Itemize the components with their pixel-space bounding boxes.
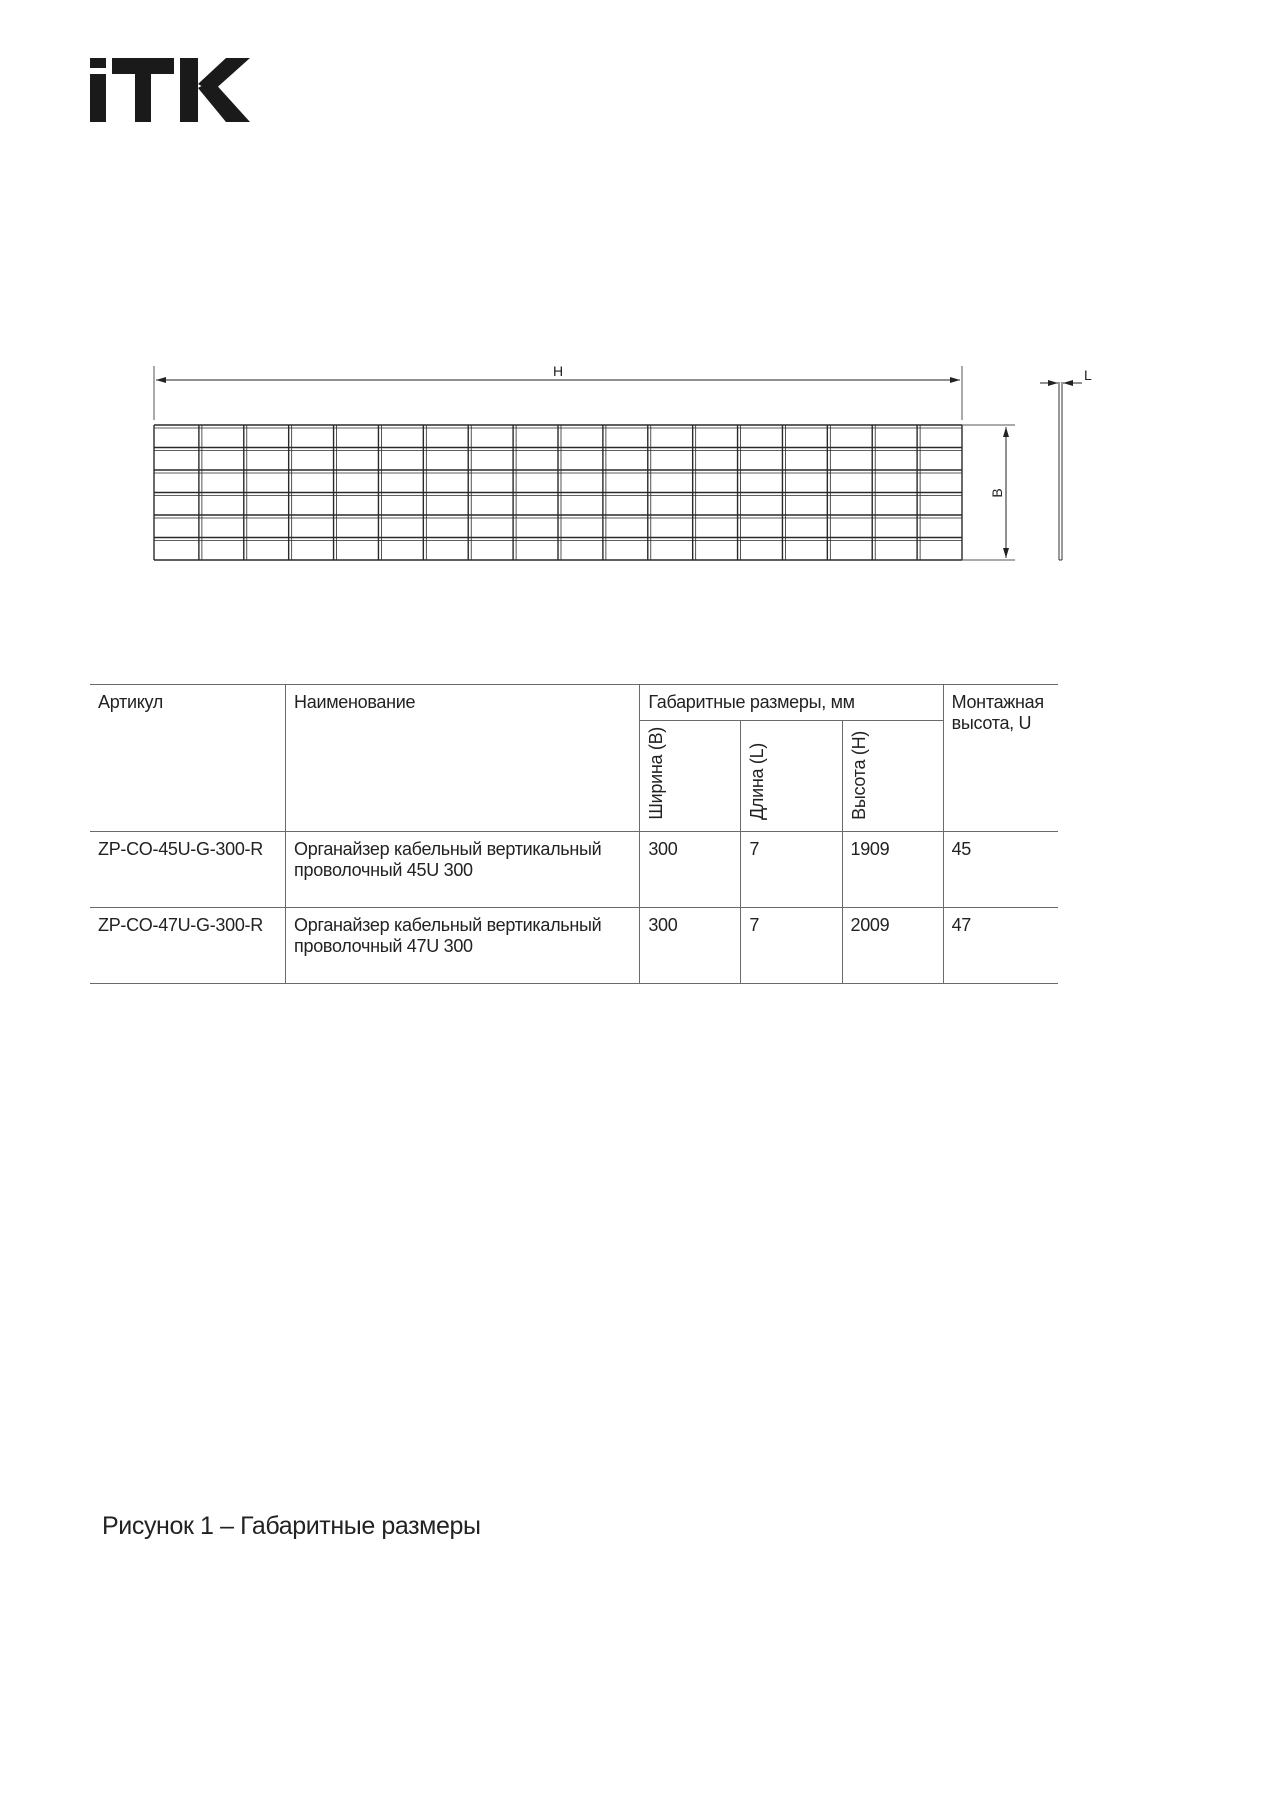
- table-row: [90, 907, 1058, 983]
- table-row: [90, 831, 1058, 907]
- cell-mount: 47: [943, 907, 1058, 983]
- itk-logo: [90, 58, 250, 122]
- cell-length: 7: [741, 907, 842, 983]
- header-height: Высота (H): [848, 730, 869, 820]
- cell-height: 1909: [842, 831, 943, 907]
- cell-article: ZP-CO-45U-G-300-R: [90, 831, 286, 907]
- cell-name: Органайзер кабельный вертикальный проволочный 47U 300: [286, 907, 640, 983]
- dimension-drawing: [0, 360, 1280, 580]
- header-name: Наименование: [286, 685, 640, 832]
- table-header-row: [90, 685, 1058, 721]
- header-mount-height: Монтажная высота, U: [943, 685, 1058, 832]
- header-length-cell: [741, 721, 842, 832]
- cell-width: 300: [640, 831, 741, 907]
- cell-length: 7: [741, 831, 842, 907]
- header-width: Ширина (B): [646, 727, 667, 820]
- header-length: Длина (L): [747, 742, 768, 820]
- header-height-cell: [842, 721, 943, 832]
- cell-article: ZP-CO-47U-G-300-R: [90, 907, 286, 983]
- figure-caption: Рисунок 1 – Габаритные размеры: [102, 1512, 481, 1540]
- header-width-cell: [640, 721, 741, 832]
- wire-grid: [154, 425, 962, 560]
- header-dims-group: Габаритные размеры, мм: [640, 685, 943, 721]
- cell-height: 2009: [842, 907, 943, 983]
- dim-b-label: B: [989, 488, 1005, 498]
- spec-table: [90, 684, 1058, 984]
- header-article: Артикул: [90, 685, 286, 832]
- dim-l-label: L: [1084, 367, 1092, 383]
- cell-mount: 45: [943, 831, 1058, 907]
- dim-h-label: H: [552, 363, 564, 379]
- cell-width: 300: [640, 907, 741, 983]
- cell-name: Органайзер кабельный вертикальный проволочный 45U 300: [286, 831, 640, 907]
